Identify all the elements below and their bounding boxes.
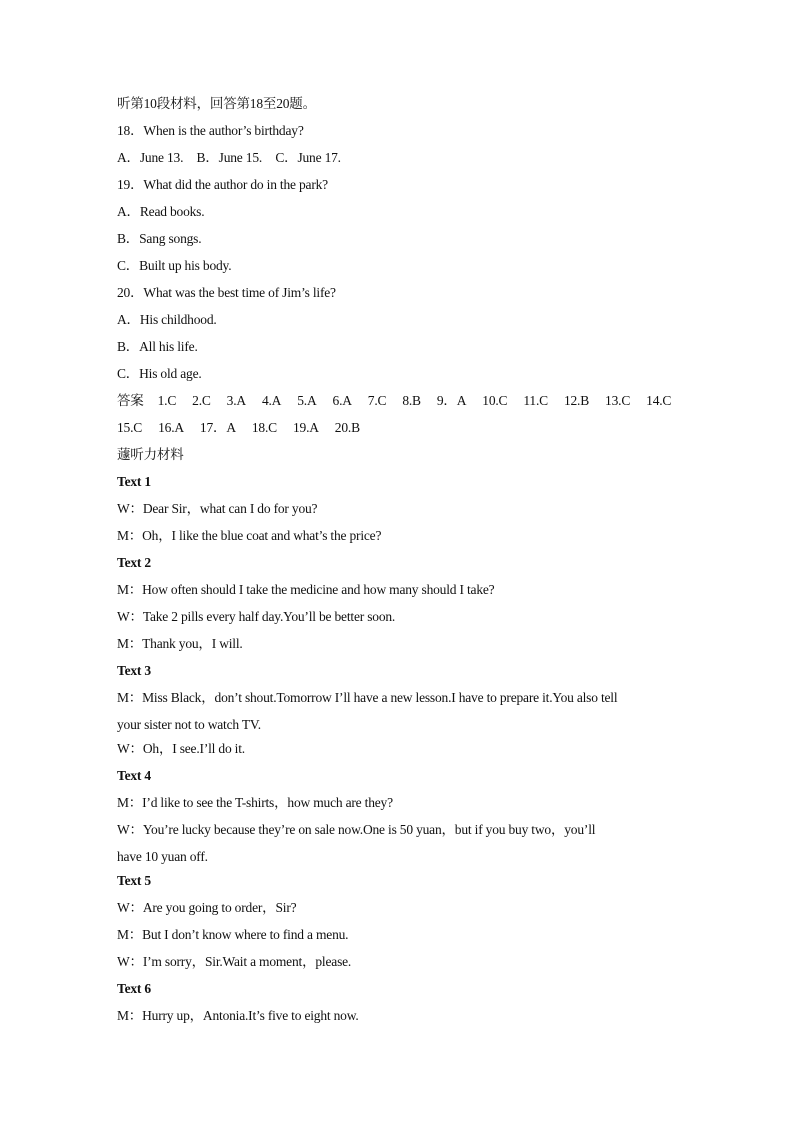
dialog-line: M：I’d like to see the T-shirts，how much are they? xyxy=(117,795,393,810)
dialog-line: W：I’m sorry，Sir.Wait a moment，please. xyxy=(117,954,352,969)
answer-key-row-1 xyxy=(117,392,687,419)
dialog-line: W：Are you going to order，Sir? xyxy=(117,900,297,915)
dialog-line: W：Oh，I see.I’ll do it. xyxy=(117,741,245,756)
answer-item: 12.B xyxy=(563,393,590,408)
text-4-title: Text 4 xyxy=(117,768,151,783)
text-3-title: Text 3 xyxy=(117,663,151,678)
answer-item: 9．A xyxy=(436,393,467,408)
text-2-title: Text 2 xyxy=(117,555,151,570)
dialog-line: W：Take 2 pills every half day.You’ll be better soon. xyxy=(117,609,396,624)
answer-item: 16.A xyxy=(158,420,184,435)
text-6-title: Text 6 xyxy=(117,981,151,996)
answer-item: 15.C xyxy=(117,420,143,435)
dialog-line: W：You’re lucky because they’re on sale now.One is 50 yuan，but if you buy two，you’ll xyxy=(117,822,596,837)
answer-item: 5.A xyxy=(297,393,317,408)
answer-item: 17．A xyxy=(199,420,236,435)
answer-label: 答案 xyxy=(117,393,144,408)
answer-item: 1.C xyxy=(157,393,177,408)
question-18: 18．When is the author’s birthday? xyxy=(117,123,304,138)
answer-item: 14.C xyxy=(646,393,672,408)
question-19-option-a: A．Read books. xyxy=(117,204,205,219)
dialog-line: M：How often should I take the medicine and how many should I take? xyxy=(117,582,495,597)
answer-item: 4.A xyxy=(261,393,282,408)
answer-item: 2.C xyxy=(192,393,211,408)
dialog-line: your sister not to watch TV. xyxy=(117,717,261,732)
dialog-line: M：Miss Black，don’t shout.Tomorrow I’ll have a new lesson.I have to prepare it.You also tell xyxy=(117,690,618,705)
answer-key-row-2 xyxy=(117,419,687,446)
document-page xyxy=(117,95,687,1034)
dialog-line: M：But I don’t know where to find a menu. xyxy=(117,927,349,942)
answer-item: 6.A xyxy=(332,393,352,408)
answer-item: 7.C xyxy=(367,393,387,408)
dialog-line: have 10 yuan off. xyxy=(117,849,208,864)
question-19: 19．What did the author do in the park? xyxy=(117,177,328,192)
answer-item: 8.B xyxy=(402,393,421,408)
question-19-option-c: C．Built up his body. xyxy=(117,258,232,273)
answer-item: 13.C xyxy=(605,393,631,408)
question-20-option-c: C．His old age. xyxy=(117,366,202,381)
answer-item: 20.B xyxy=(334,420,360,435)
question-19-option-b: B．Sang songs. xyxy=(117,231,202,246)
question-20-option-b: B．All his life. xyxy=(117,339,198,354)
dialog-line: W：Dear Sir，what can I do for you? xyxy=(117,501,318,516)
question-20-option-a: A．His childhood. xyxy=(117,312,217,327)
answer-item: 3.A xyxy=(226,393,246,408)
question-20: 20．What was the best time of Jim’s life? xyxy=(117,285,336,300)
dialog-line: M：Thank you，I will. xyxy=(117,636,243,651)
dialog-line: M：Oh，I like the blue coat and what’s the price? xyxy=(117,528,382,543)
material-title: 蘧听力材料 xyxy=(117,447,184,462)
answer-item: 19.A xyxy=(292,420,319,435)
dialog-line: M：Hurry up，Antonia.It’s five to eight now. xyxy=(117,1008,359,1023)
answer-item: 11.C xyxy=(523,393,548,408)
answer-item: 10.C xyxy=(482,393,508,408)
answer-item: 18.C xyxy=(251,420,277,435)
text-1-title: Text 1 xyxy=(117,474,151,489)
question-18-options: A．June 13. B．June 15. C．June 17. xyxy=(117,150,341,165)
section-intro: 听第10段材料，回答第18至20题。 xyxy=(117,96,316,111)
text-5-title: Text 5 xyxy=(117,873,151,888)
